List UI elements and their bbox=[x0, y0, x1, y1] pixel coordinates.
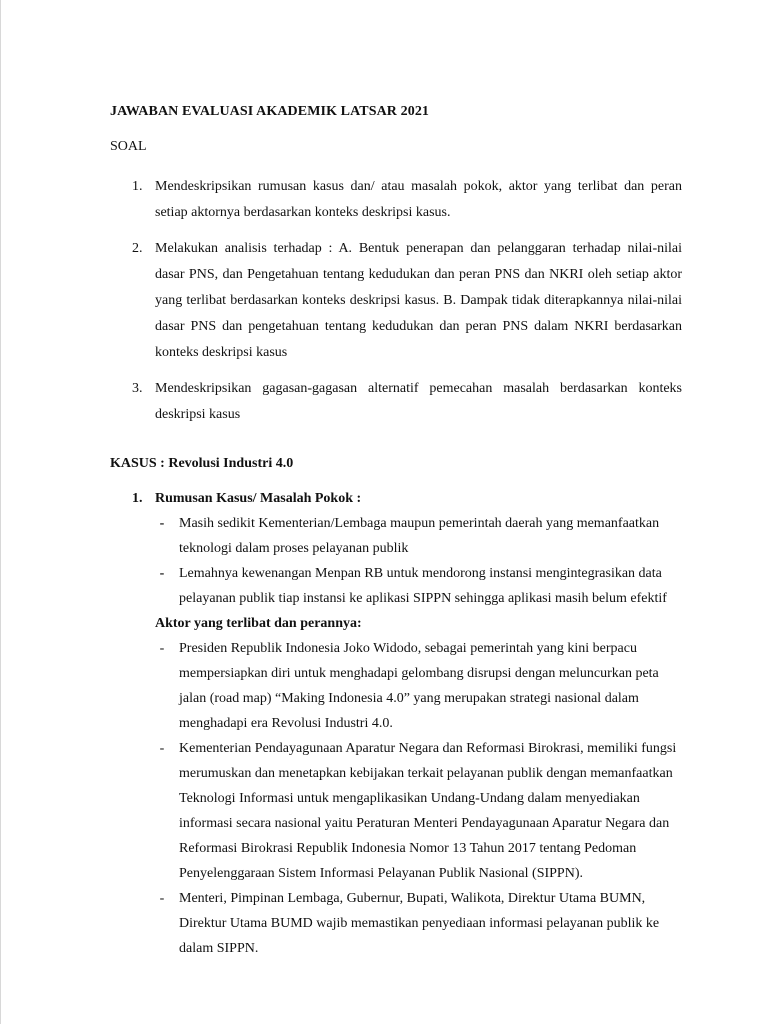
bullet-marker: - bbox=[159, 741, 165, 756]
question-text: Mendeskripsikan rumusan kasus dan/ atau masalah pokok, aktor yang terlibat dan peran setiap aktornya berdasarkan konteks deskripsi kasus. bbox=[155, 179, 682, 220]
page-edge bbox=[0, 0, 1, 1024]
section-number: 1. bbox=[132, 491, 143, 506]
actor-text: Presiden Republik Indonesia Joko Widodo, sebagai pemerintah yang kini berpacu mempersiapkan diri untuk menghadapi gelombang disrupsi dengan meluncurkan peta jalan (road map) “Making Indonesia 4.0” yang merupakan strategi nasional dalam menghadapi era Revolusi Industri 4.0. bbox=[179, 641, 659, 731]
question-text: Melakukan analisis terhadap : A. Bentuk penerapan dan pelanggaran terhadap nilai-nilai dasar PNS, dan Pengetahuan tentang kedudukan dan peran PNS dan NKRI oleh setiap aktor yang terlibat berdasarkan konteks deskripsi kasus. B. Dampak tidak diterapkannya nilai-nilai dasar PNS dan pengetahuan tentang kedudukan dan peran PNS dalam NKRI berdasarkan konteks deskripsi kasus bbox=[155, 241, 682, 360]
problem-item bbox=[110, 511, 682, 561]
actor-text: Menteri, Pimpinan Lembaga, Gubernur, Bupati, Walikota, Direktur Utama BUMN, Direktur Utama BUMD wajib memastikan penyediaan informasi pelayanan publik ke dalam SIPPN. bbox=[179, 891, 660, 956]
actors-heading: Aktor yang terlibat dan perannya: bbox=[155, 616, 362, 631]
problem-text: Masih sedikit Kementerian/Lembaga maupun pemerintah daerah yang memanfaatkan teknologi dalam proses pelayanan publik bbox=[179, 516, 660, 556]
bullet-marker: - bbox=[159, 516, 165, 531]
question-item bbox=[110, 174, 682, 226]
question-item bbox=[110, 376, 682, 428]
problem-item bbox=[110, 561, 682, 611]
case-section bbox=[110, 486, 682, 961]
soal-heading: SOAL bbox=[110, 139, 147, 154]
question-number: 1. bbox=[132, 179, 143, 194]
document-title: JAWABAN EVALUASI AKADEMIK LATSAR 2021 bbox=[110, 104, 430, 119]
question-text: Mendeskripsikan gagasan-gagasan alternatif pemecahan masalah berdasarkan konteks deskripsi kasus bbox=[155, 381, 682, 422]
question-list bbox=[110, 174, 682, 438]
actor-list bbox=[110, 636, 682, 961]
question-number: 3. bbox=[132, 381, 143, 396]
kasus-heading: KASUS : Revolusi Industri 4.0 bbox=[110, 456, 294, 471]
section-title-text: Rumusan Kasus/ Masalah Pokok : bbox=[155, 491, 362, 506]
bullet-marker: - bbox=[159, 891, 165, 906]
bullet-marker: - bbox=[159, 641, 165, 656]
actor-item bbox=[110, 636, 682, 736]
question-item bbox=[110, 236, 682, 366]
actor-item bbox=[110, 886, 682, 961]
problem-list bbox=[110, 511, 682, 611]
bullet-marker: - bbox=[159, 566, 165, 581]
problem-text: Lemahnya kewenangan Menpan RB untuk mendorong instansi mengintegrasikan data pelayanan publik tiap instansi ke aplikasi SIPPN sehingga aplikasi masih belum efektif bbox=[179, 566, 667, 606]
section-title bbox=[110, 486, 682, 511]
actor-text: Kementerian Pendayagunaan Aparatur Negara dan Reformasi Birokrasi, memiliki fungsi merumuskan dan menetapkan kebijakan terkait pelayanan publik dengan memanfaatkan Teknologi Informasi untuk mengaplikasikan Undang-Undang dalam menyediakan informasi secara nasional yaitu Peraturan Menteri Pendayagunaan Aparatur Negara dan Reformasi Birokrasi Republik Indonesia Nomor 13 Tahun 2017 tentang Pedoman Penyelenggaraan Sistem Informasi Pelayanan Publik Nasional (SIPPN). bbox=[179, 741, 677, 881]
question-number: 2. bbox=[132, 241, 143, 256]
actor-item bbox=[110, 736, 682, 886]
